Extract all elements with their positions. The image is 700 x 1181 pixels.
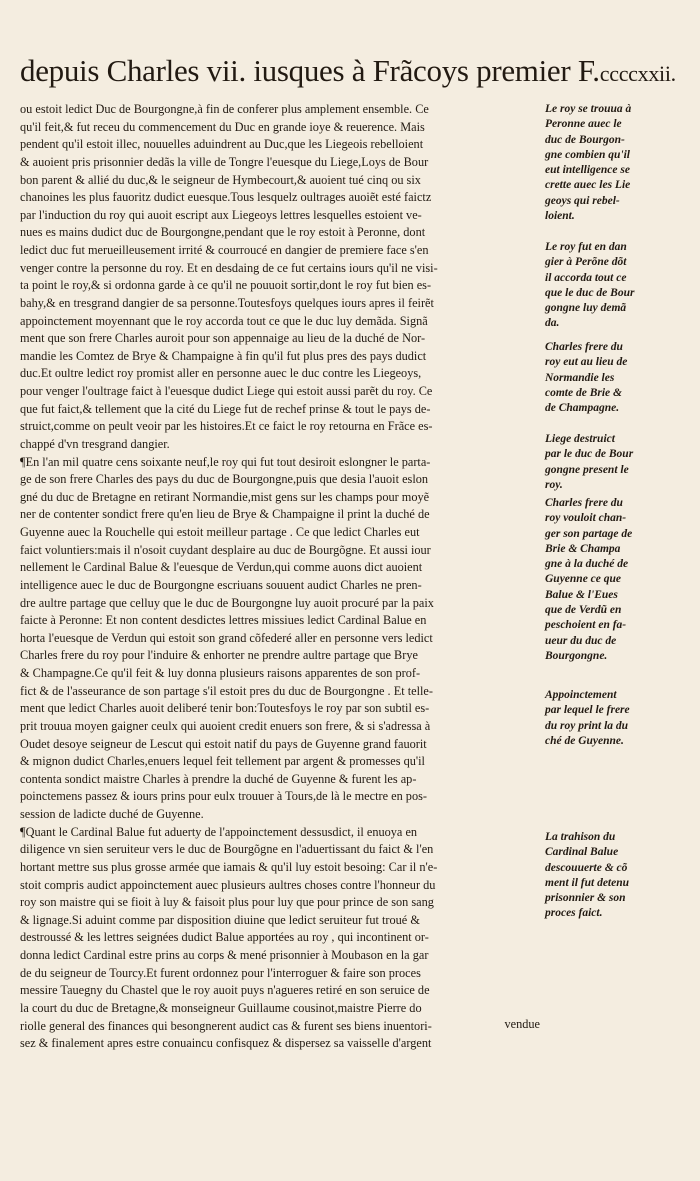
text-line: bon parent & allié du duc,& le seigneur de Hymbecourt,& auoient tué cinq ou six xyxy=(20,172,421,187)
text-line: Oudet desoye seigneur de Lescut qui estoit natif du pays de Guyenne grand fauorit xyxy=(20,736,427,751)
margin-note-line: gier à Perõne dõt xyxy=(545,256,627,269)
folio-number: ccccxxii. xyxy=(599,61,676,86)
margin-note-line: da. xyxy=(545,317,560,330)
margin-note-line: prisonnier & son xyxy=(545,892,626,905)
text-line: chanoines les plus fauoritz dudict euesque.Tous lesquelz oultrages auoiẽt esté faictz xyxy=(20,190,432,205)
text-line: qu'il feit,& fut receu du commencement du Duc en grande ioye & reuerence. Mais xyxy=(20,119,425,134)
text-line: bahy,& en tresgrand dangier de sa personne.Toutesfoys quelques iours apres il feirẽt xyxy=(20,295,434,310)
text-line: la court du duc de Bretagne,& monseigneur Guillaume cousinot,maistre Pierre do xyxy=(20,1000,422,1015)
margin-note-line: du roy print la du xyxy=(545,719,629,732)
margin-note-line: descouuerte & cõ xyxy=(545,861,628,874)
margin-note xyxy=(545,432,675,493)
margin-note-line: Normandie les xyxy=(545,371,615,384)
margin-note-line: Bourgongne. xyxy=(545,649,608,662)
margin-note-line: Brie & Champa xyxy=(545,542,621,555)
margin-note-line: Peronne auec le xyxy=(545,118,622,131)
margin-note xyxy=(545,688,675,749)
margin-note-line: de Champagne. xyxy=(545,402,620,415)
running-title: depuis Charles vii. iusques à Frãcoys premier F. xyxy=(20,53,600,88)
text-line: appoinctement moyennant que le roy accorda tout ce que le duc luy demãda. Signã xyxy=(20,313,428,328)
margin-note-line: Balue & l'Eues xyxy=(545,588,618,601)
text-line: ou estoit ledict Duc de Bourgongne,à fin de conferer plus amplement ensemble. Ce xyxy=(20,102,429,116)
margin-note-line: ger son partage de xyxy=(545,527,633,540)
text-line: ge de son frere Charles des pays du duc de Bourgongne,puis que desia l'auoit eslon xyxy=(20,472,429,487)
text-line: de du seigneur de Tourcy.Et furent ordonnez pour l'interroguer & faire son proces xyxy=(20,965,421,980)
margin-note-line: gne combien qu'il xyxy=(545,148,630,161)
margin-note xyxy=(545,496,675,664)
text-line: ment que ledict Charles auoit deliberé tenir bon:Toutesfoys le roy par son subtil es- xyxy=(20,701,430,716)
text-line: diligence vn sien seruiteur vers le duc de Bourgõgne en l'aduertissant du faict & l'en xyxy=(20,842,434,857)
text-line: pour venger l'oultrage faict à l'euesque dudict Liege qui estoit aussi parẽt du roy. Ce xyxy=(20,384,433,398)
margin-note-line: Charles frere du xyxy=(545,497,623,509)
margin-note xyxy=(545,340,675,416)
text-line: que fut faict,& tellement que la cité du Liege fut de rechef prinse & tout le pays de- xyxy=(20,401,431,416)
text-line: poinctemens passez & iours prins pour eulx trouuer à Tours,de là le mectre en pos- xyxy=(20,789,427,804)
text-line: struict,comme on peult veoir par les histoires.Et ce faict le roy retourna en Frãce es- xyxy=(20,419,433,434)
margin-note-line: loient. xyxy=(545,210,575,223)
margin-note-line: que le duc de Bour xyxy=(545,286,635,299)
text-line: chappé d'vn tresgrand dangier. xyxy=(20,436,170,451)
text-line: pendent qu'il estoit illec, nouuelles aduindrent au Duc,que les Liegeois rebelloient xyxy=(20,137,424,152)
margin-note-line: La trahison du xyxy=(545,831,616,843)
margin-note-line: gne à la duché de xyxy=(545,558,629,571)
margin-note-line: ment il fut detenu xyxy=(545,876,630,889)
text-line: messire Tauegny du Chastel que le roy auoit puys n'agueres retiré en son seruice de xyxy=(20,983,430,998)
text-line: Guyenne auec la Rouchelle qui estoit meilleur partage . Ce que ledict Charles eut xyxy=(20,525,420,539)
text-line: gné du duc de Bretagne en retirant Normandie,mist gens sur les champs pour moyẽ xyxy=(20,489,430,504)
margin-note-line: roy eut au lieu de xyxy=(545,356,628,369)
margin-note-line: il accorda tout ce xyxy=(545,271,627,284)
margin-note-line: Cardinal Balue xyxy=(545,846,619,859)
text-line: par l'induction du roy qui auoit escript aux Liegeoys lettres lesquelles estoient ve- xyxy=(20,207,422,222)
catchword: vendue xyxy=(504,1017,540,1031)
text-line: hortant mettre sus plus grosse armée que iamais & qu'il luy estoit besoing: Car il n'e- xyxy=(20,859,438,874)
text-line: horta l'euesque de Verdun qui estoit son grand cõfederé aller en personne vers ledict xyxy=(20,630,433,645)
margin-note-line: roy vouloit chan- xyxy=(545,512,627,525)
margin-note-line: Liege destruict xyxy=(545,433,615,445)
margin-note xyxy=(545,102,675,224)
margin-note xyxy=(545,830,675,922)
text-line: nues es mains dudict duc de Bourgongne,pendant que le roy estoit à Peronne, dont xyxy=(20,225,426,240)
margin-note-line: comte de Brie & xyxy=(545,386,622,399)
margin-note-line: roy. xyxy=(545,478,563,491)
text-line: fict & de l'asseurance de son partage s'il estoit pres du duc de Bourgongne . Et telle- xyxy=(20,683,433,698)
text-line: mandie les Comtez de Brye & Champaigne à fin qu'il fut plus pres des pays dudict xyxy=(20,348,427,363)
text-line: ner de contenter sondict frere qu'en lieu de Brye & Champaigne il print la duché de xyxy=(20,507,430,522)
text-line: dre aultre partage que celluy que le duc de Bourgongne luy auoit procuré par la paix xyxy=(20,595,434,610)
text-line: prit trouua moyen gaigner ceulx qui auoient credit enuers son frere, & si s'adressa à xyxy=(20,718,431,733)
text-line: donna ledict Cardinal estre prins au corps & mené prisonnier à Moubason en la gar xyxy=(20,948,429,962)
margin-note-line: Le roy se trouua à xyxy=(545,103,632,115)
text-line: stoit compris audict appoinctement auec plusieurs aultres choses contre l'honneur du xyxy=(20,877,436,892)
text-line: ¶En l'an mil quatre cens soixante neuf,le roy qui fut tout desiroit eslongner le parta- xyxy=(20,454,431,469)
margin-note-line: proces faict. xyxy=(545,907,603,920)
text-line: duc.Et oultre ledict roy promist aller en personne auec le duc contre les Liegeoys, xyxy=(20,366,422,381)
text-line: riolle general des finances qui besongnerent audict cas & furent ses biens inuentori- xyxy=(20,1018,432,1033)
text-line: ment que son frere Charles auroit pour son appennaige au lieu de la duché de Nor- xyxy=(20,331,426,346)
margin-note-line: par le duc de Bour xyxy=(545,448,634,461)
text-line: nellement le Cardinal Balue & l'euesque de Verdun,qui comme auons dict auoient xyxy=(20,560,423,575)
text-line: & auoient pris prisonnier dedãs la ville de Tongre l'euesque du Liege,Loys de Bour xyxy=(20,154,429,169)
text-line: intelligence auec le duc de Bourgongne escriuans souuent audict Charles ne pren- xyxy=(20,577,422,592)
text-line: ledict duc fut merueilleusement irrité & courroucé en dangier de premiere face s'en xyxy=(20,243,429,257)
text-line: faict voluntiers:mais il n'osoit cuydant desplaire au duc de Bourgõgne. Et aussi iour xyxy=(20,542,431,557)
margin-note-line: gongne luy demã xyxy=(545,302,627,315)
text-line: roy son maistre qui se fioit à luy & faisoit plus pour luy que pour prince de son sang xyxy=(20,895,434,910)
text-line: ta point le roy,& si ordonna garde à ce qu'il ne pouuoit sortir,dont le roy fut bien es- xyxy=(20,278,432,293)
text-line: & mignon dudict Charles,enuers lequel feit tellement par argent & promesses qu'il xyxy=(20,754,425,769)
text-line: session de ladicte duché de Guyenne. xyxy=(20,807,204,821)
text-line: faicte à Peronne: Et non content desdictes lettres missiues ledict Cardinal Balue en xyxy=(20,613,427,628)
text-line: & lignage.Si aduint comme par disposition diuine que ledict seruiteur fut troué & xyxy=(20,912,420,927)
margin-note-line: Charles frere du xyxy=(545,341,623,353)
margin-note-line: geoys qui rebel- xyxy=(545,194,620,207)
margin-note-line: crette auec les Lie xyxy=(545,179,631,192)
margin-note xyxy=(545,240,675,332)
margin-note-line: eut intelligence se xyxy=(545,164,630,177)
text-line: contenta sondict maistre Charles à prendre la duché de Guyenne & furent les ap- xyxy=(20,771,417,786)
margin-note-line: que de Verdũ en xyxy=(545,604,622,617)
margin-note-line: peschoient en fa- xyxy=(545,619,627,632)
margin-note-line: Le roy fut en dan xyxy=(545,241,627,253)
text-line: & Champagne.Ce qu'il feit & luy donna plusieurs raisons apparentes de son prof- xyxy=(20,666,421,680)
running-header xyxy=(20,48,676,94)
margin-note-line: Guyenne ce que xyxy=(545,573,622,586)
margin-note-line: ueur du duc de xyxy=(545,634,617,647)
text-line: Charles frere du roy pour l'induire & enhorter ne prendre aultre partage que Brye xyxy=(20,648,418,663)
margin-note-line: Appoinctement xyxy=(545,689,617,701)
main-text-column xyxy=(20,101,540,1051)
margin-note-line: ché de Guyenne. xyxy=(545,734,624,747)
text-line: ¶Quant le Cardinal Balue fut aduerty de l'appoinctement dessusdict, il enuoya en xyxy=(20,824,418,839)
text-line: sez & finalement apres estre conuaincu confisquez & dispersez sa vaisselle d'argent xyxy=(20,1036,432,1051)
margin-note-line: duc de Bourgon- xyxy=(545,133,625,146)
text-line: destroussé & les lettres seignées dudict Balue apportées au roy , qui incontinent or- xyxy=(20,930,429,945)
margin-note-line: gongne present le xyxy=(545,463,629,476)
text-line: venger contre la personne du roy. Et en desdaing de ce fut certains iours qu'il ne visi- xyxy=(20,260,438,275)
margin-note-line: par lequel le frere xyxy=(545,704,630,717)
